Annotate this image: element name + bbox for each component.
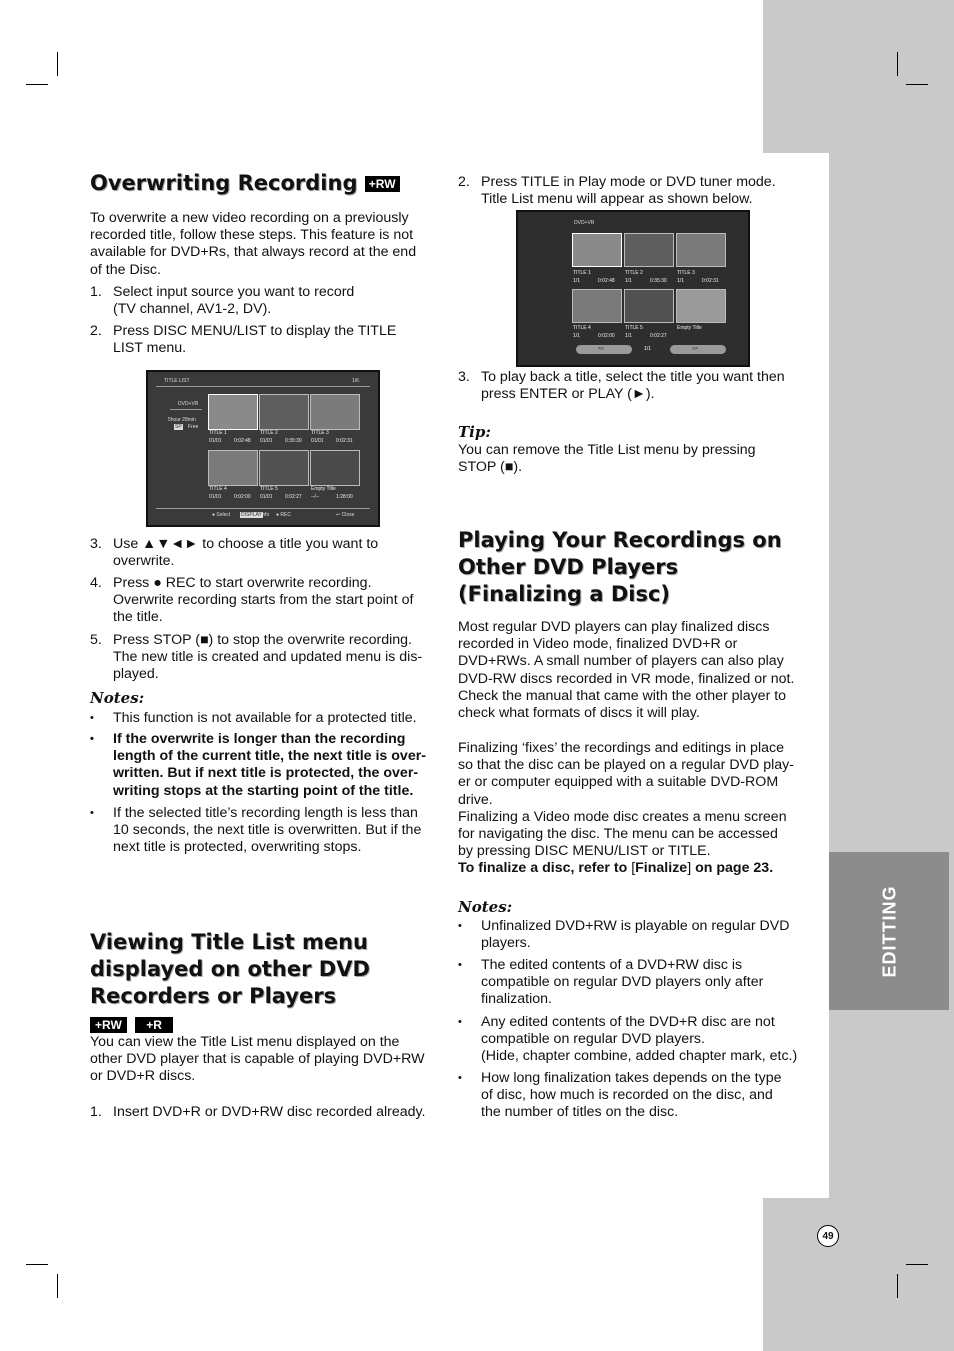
footer-select: ● Select [212, 512, 231, 518]
thumbnail-empty [676, 289, 726, 323]
heading-viewing: Viewing Title List menu displayed on other DVD Recorders or Players [90, 930, 370, 1008]
notes-heading: Notes: [458, 898, 513, 916]
page-number: 49 [817, 1225, 839, 1247]
footer-display: DISPLAY [241, 512, 262, 518]
sidebar [829, 153, 954, 1198]
prev-page-button[interactable]: << [576, 345, 632, 354]
viewing-intro: You can view the Title List menu displayed on the other DVD player that is capable of playing DVD+RW or DVD+R discs. [90, 1034, 425, 1085]
overwrite-intro: To overwrite a new video recording on a previously recorded title, follow these steps. This feature is not available for DVD+Rs, that always record at the end of the Disc. [90, 210, 417, 278]
finalize-para-2: Finalizing ‘fixes’ the recordings and editings in place so that the disc can be played on a regular DVD play- er or computer equipped with a suitable DVD-ROM drive. Finalizing a Video mode disc creates a menu screen for navigating the disc. The menu can be accessed by pressing DISC MENU/LIST or TITLE. To finalize a disc, refer to [Finalize] on page 23. [458, 740, 818, 878]
thumbnail [624, 233, 674, 267]
thumbnail [676, 233, 726, 267]
thumbnail [259, 394, 309, 430]
footer-close: ↩ Close [336, 512, 355, 518]
title-time: 0:35:30 [650, 278, 667, 284]
title-date: 1/1 [625, 333, 632, 339]
title-date: 01/01 [311, 438, 324, 444]
section-tab-label: EDITTING [879, 885, 900, 977]
title-date: --/-- [311, 494, 320, 500]
title-name: TITLE 4 [573, 325, 591, 331]
finalize-para-1: Most regular DVD players can play finalized discs recorded in Video mode, finalized DVD+R or DVD+RWs. A small number of players can also play DVD-RW discs recorded in VR mode, finalized or not. Check the manual that came with the other player to check what formats of discs it will play. [458, 619, 795, 722]
screen-header: DVD+VR [574, 220, 595, 226]
title-time: 0:02:48 [598, 278, 615, 284]
title-time: 0:02:48 [234, 438, 251, 444]
title-list-screenshot-other-player [516, 210, 750, 367]
title-date: 01/01 [209, 438, 222, 444]
title-name: TITLE 1 [573, 270, 591, 276]
margin-band-bottom [763, 1198, 954, 1351]
tip-text: You can remove the Title List menu by pressing STOP (■). [458, 442, 756, 476]
screen-page: 1/6 [352, 378, 359, 384]
title-name: TITLE 2 [260, 430, 278, 436]
disc-type: DVD+VR [178, 401, 199, 407]
thumbnail-empty [310, 450, 360, 486]
free-time: 5hour 28min [168, 417, 196, 423]
title-time: 1:28:00 [336, 494, 353, 500]
title-time: 0:02:27 [285, 494, 302, 500]
thumbnail [572, 233, 622, 267]
heading-overwriting: Overwriting Recording +RW [90, 170, 400, 197]
title-list-screenshot [146, 370, 380, 527]
next-page-button[interactable]: >> [670, 345, 726, 354]
crop-mark [897, 52, 898, 76]
page-indicator: 1/1 [644, 346, 651, 352]
screen-header: TITLE LIST [164, 378, 190, 384]
title-name: TITLE 1 [209, 430, 227, 436]
title-date: 1/1 [573, 278, 580, 284]
crop-mark [57, 52, 58, 76]
sp-tag: SP [175, 424, 182, 430]
title-time: 0:02:31 [336, 438, 353, 444]
title-date: 01/01 [260, 494, 273, 500]
title-time: 0:02:31 [702, 278, 719, 284]
title-date: 01/01 [209, 494, 222, 500]
thumbnail [310, 394, 360, 430]
badge-r: +R [135, 1017, 173, 1033]
badge-rw: +RW [365, 176, 400, 192]
badge-rw: +RW [90, 1017, 127, 1033]
title-time: 0:02:00 [234, 494, 251, 500]
thumbnail [572, 289, 622, 323]
crop-mark [57, 1274, 58, 1298]
title-date: 1/1 [625, 278, 632, 284]
crop-mark [26, 1264, 48, 1265]
title-date: 01/01 [260, 438, 273, 444]
crop-mark [26, 84, 48, 85]
title-name: TITLE 5 [625, 325, 643, 331]
crop-mark [897, 1274, 898, 1298]
heading-finalizing: Playing Your Recordings on Other DVD Players (Finalizing a Disc) [458, 528, 782, 606]
badge-row [90, 1016, 173, 1034]
margin-band-top [763, 0, 954, 153]
title-name: TITLE 2 [625, 270, 643, 276]
crop-mark [906, 1264, 928, 1265]
title-name: TITLE 3 [311, 430, 329, 436]
thumbnail [624, 289, 674, 323]
title-name: Empty Title [311, 486, 336, 492]
title-name: TITLE 5 [260, 486, 278, 492]
free-label: Free [188, 424, 199, 430]
tip-heading: Tip: [458, 423, 491, 441]
footer-rec: ● REC [276, 512, 291, 518]
thumbnail [208, 394, 258, 430]
thumbnail [208, 450, 258, 486]
title-name: TITLE 4 [209, 486, 227, 492]
crop-mark [906, 84, 928, 85]
title-name: TITLE 3 [677, 270, 695, 276]
notes-heading: Notes: [90, 689, 145, 707]
title-time: 0:35:30 [285, 438, 302, 444]
finalize-reference: To finalize a disc, refer to [Finalize] on page 23. [458, 860, 774, 877]
title-time: 0:02:27 [650, 333, 667, 339]
title-date: 1/1 [677, 278, 684, 284]
thumbnail [259, 450, 309, 486]
footer-info: Info [261, 512, 270, 518]
title-date: 1/1 [573, 333, 580, 339]
title-name: Empty Title [677, 325, 702, 331]
title-time: 0:02:00 [598, 333, 615, 339]
